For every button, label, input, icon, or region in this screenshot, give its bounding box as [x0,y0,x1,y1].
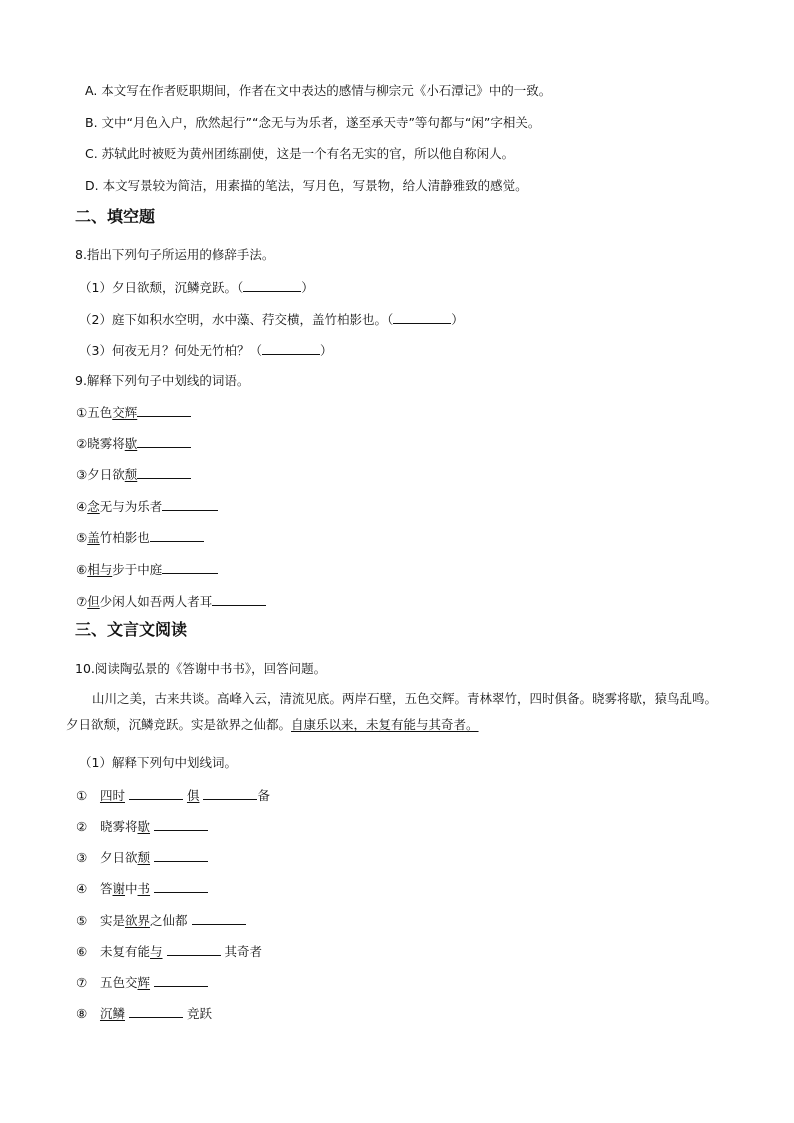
item-number: ④ [76,499,88,514]
underlined-word: 颓 [124,467,138,482]
underlined-word: 歇 [137,819,151,834]
item-text-end: ） [301,280,314,295]
item-number: ⑤ [76,530,88,545]
underlined-word: 但 [87,594,100,609]
item-text: 竹柏影也 [99,530,150,545]
option-a: A. 本文写在作者贬职期间，作者在文中表达的感情与柳宗元《小石潭记》中的一致。 [85,83,552,98]
item-text: 五色 [87,405,113,420]
item-text: （1）夕日欲颓，沉鳞竞跃。（ [79,280,244,295]
answer-blank[interactable] [137,403,191,417]
question-9-item-4 [76,497,218,516]
question-9-stem: 9.解释下列句子中划线的词语。 [75,373,250,388]
answer-blank[interactable] [192,911,246,925]
underlined-word: 谢 [112,881,126,896]
underlined-word: 与 [150,944,163,959]
question-10-item-7 [76,973,208,992]
question-9-item-5 [76,528,204,547]
item-number: ⑤ [76,913,88,928]
answer-blank[interactable] [243,278,301,292]
item-text-tail: 竞跃 [186,1006,212,1021]
question-10-stem: 10.阅读陶弘景的《答谢中书书》，回答问题。 [75,661,327,676]
item-text: 备 [257,788,270,803]
item-text: 夕日欲 [99,850,138,865]
passage-text: 山川之美，古来共谈。高峰入云，清流见底。两岸石壁，五色交辉。青林翠竹，四时俱备。晓雾将歇，猿鸟乱鸣。夕日欲颓，沉鳞竞跃。实是欲界之仙都。 [66,691,718,732]
answer-blank[interactable] [393,310,451,324]
question-9-item-7 [76,592,266,611]
answer-blank[interactable] [129,786,183,800]
item-text-after: 之仙都 [150,913,188,928]
question-8-item-3 [79,341,332,360]
answer-blank[interactable] [154,817,208,831]
answer-blank[interactable] [137,434,191,448]
item-text-mid: 中 [125,881,138,896]
item-text: 晓雾将 [99,819,138,834]
question-10-item-4 [76,879,208,898]
question-9-item-3 [76,465,191,484]
question-8-stem: 8.指出下列句子所运用的修辞手法。 [75,247,275,262]
answer-blank[interactable] [154,879,208,893]
item-text: （2）庭下如积水空明，水中藻、荇交横，盖竹柏影也。（ [79,312,394,327]
item-text-tail: 其奇者 [224,944,262,959]
answer-blank[interactable] [129,1004,183,1018]
item-number: ④ [76,881,88,896]
section-title-fill-blank: 二、填空题 [75,207,156,226]
question-9-item-6 [76,560,218,579]
item-text-end: ） [319,343,333,358]
question-10-item-3 [76,848,208,867]
item-text: （3）何夜无月？何处无竹柏？（ [79,343,262,358]
underlined-word: 盖 [87,530,100,545]
question-10-item-1 [76,786,270,805]
item-number: ⑧ [76,1006,88,1021]
question-10-item-2 [76,817,208,836]
underlined-word: 欲界 [125,913,151,928]
passage-underlined-sentence: 自康乐以来，未复有能与其奇者。 [291,717,479,732]
item-number: ② [76,436,88,451]
question-10-sub-1: （1）解释下列句中划线词。 [79,755,237,770]
question-10-item-5 [76,911,246,930]
question-8-item-2 [79,310,464,329]
answer-blank[interactable] [162,560,218,574]
question-9-item-2 [76,434,191,453]
underlined-word-2: 俱 [186,788,200,803]
option-c: C. 苏轼此时被贬为黄州团练副使，这是一个有名无实的官，所以他自称闲人。 [85,146,515,161]
underlined-word: 四时 [99,788,125,803]
underlined-word: 颓 [137,850,151,865]
answer-blank-2[interactable] [203,786,257,800]
item-text: 五色交 [99,975,138,990]
item-text: 步于中庭 [112,562,163,577]
answer-blank[interactable] [162,497,218,511]
item-text: 少闲人如吾两人者耳 [99,594,213,609]
question-8-item-1 [79,278,314,297]
answer-blank[interactable] [150,528,204,542]
underlined-word-2: 书 [137,881,151,896]
answer-blank[interactable] [154,973,208,987]
item-text: 实是 [99,913,125,928]
option-b: B. 文中“月色入户，欣然起行”“念无与为乐者，遂至承天寺”等句都与“闲”字相关。 [85,115,541,130]
item-number: ⑥ [76,944,88,959]
item-text: 夕日欲 [87,467,125,482]
underlined-word: 相与 [87,562,113,577]
item-number: ③ [76,467,88,482]
underlined-word: 歇 [124,436,138,451]
item-number: ② [76,819,88,834]
answer-blank[interactable] [262,341,320,355]
item-number: ⑦ [76,975,88,990]
question-9-item-1 [76,403,191,422]
item-number: ⑦ [76,594,88,609]
answer-blank[interactable] [154,848,208,862]
underlined-word: 交辉 [112,405,138,420]
answer-blank[interactable] [167,942,221,956]
question-10-item-6 [76,942,262,961]
item-text: 晓雾将 [87,436,125,451]
underlined-word: 沉鳞 [99,1006,125,1021]
question-10-item-8 [76,1004,212,1023]
item-number: ⑥ [76,562,88,577]
option-d: D. 本文写景较为简洁，用素描的笔法，写月色，写景物，给人清静雅致的感觉。 [85,178,528,193]
item-text-end: ） [451,312,464,327]
answer-blank[interactable] [137,465,191,479]
item-text: 答 [99,881,113,896]
item-text: 未复有能 [99,944,150,959]
item-number: ③ [76,850,88,865]
underlined-word: 念 [87,499,100,514]
section-title-classical-reading: 三、文言文阅读 [75,620,188,639]
item-number: ① [76,788,88,803]
underlined-word: 辉 [137,975,151,990]
reading-passage [66,686,726,738]
answer-blank[interactable] [212,592,266,606]
item-number: ① [76,405,88,420]
item-text: 无与为乐者 [99,499,163,514]
